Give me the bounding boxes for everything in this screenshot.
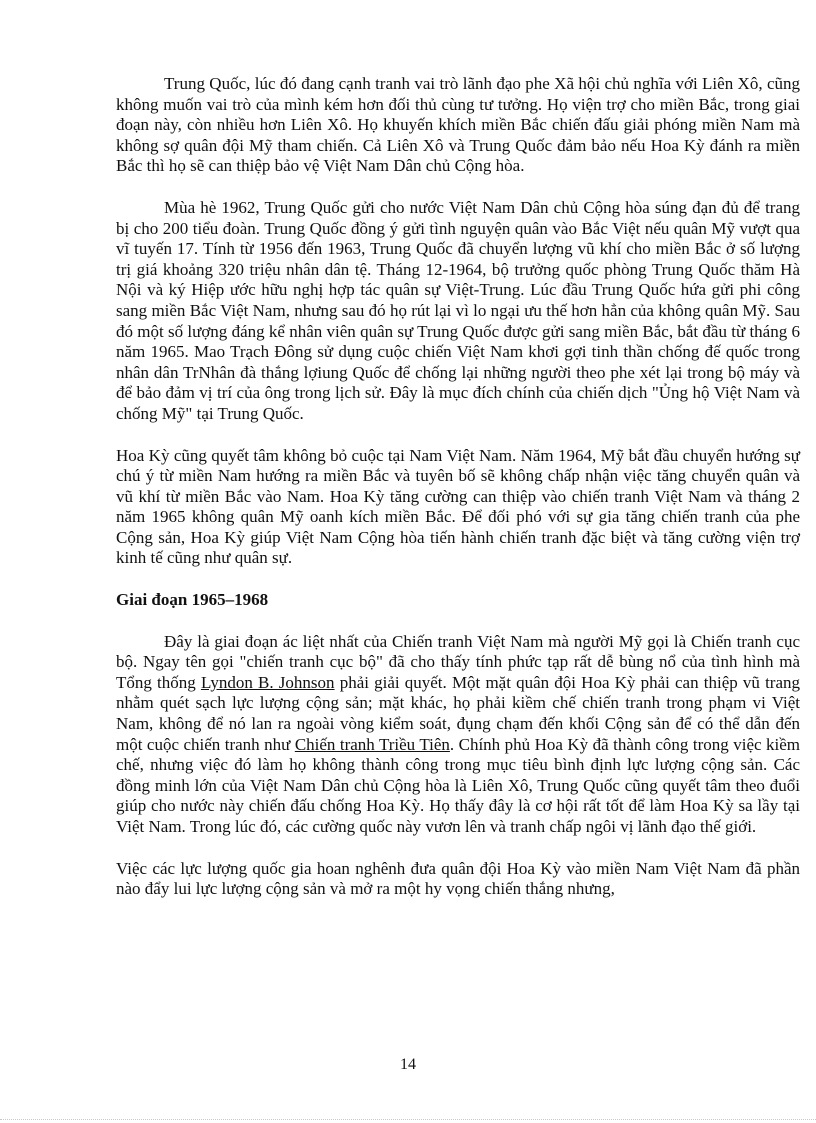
paragraph-local-war (116, 632, 800, 838)
page-bottom-divider (0, 1119, 816, 1120)
paragraph-local-war-part-1: Đây là giai đoạn ác liệt nhất của Chiến tranh Việt Nam mà người Mỹ gọi là Chiến tranh cục bộ. Ngay tên gọi "chiến tranh cục bộ" đã cho thấy tính phức tạp rất dễ bùng nổ của tình hình mà Tổng thống (116, 631, 800, 692)
paragraph-national-forces: Việc các lực lượng quốc gia hoan nghênh đưa quân đội Hoa Kỳ vào miền Nam Việt Nam đã phần nào đẩy lui lực lượng cộng sản và mở ra một hy vọng chiến thắng nhưng, (116, 858, 800, 899)
link-korean-war[interactable]: Chiến tranh Triều Tiên (294, 734, 450, 754)
section-heading: Giai đoạn 1965–1968 (116, 590, 269, 610)
paragraph-summer-1962: Mùa hè 1962, Trung Quốc gửi cho nước Việt Nam Dân chủ Cộng hòa súng đạn đủ để trang bị cho 200 tiểu đoàn. Trung Quốc đồng ý gửi tình nguyện quân vào Bắc Việt nếu quân Mỹ vượt qua vĩ tuyến 17. Tính từ 1956 đến 1963, Trung Quốc đã chuyển lượng vũ khí cho miền Bắc ở số lượng trị giá khoảng 320 triệu nhân dân tệ. Tháng 12-1964, bộ trưởng quốc phòng Trung Quốc thăm Hà Nội và ký Hiệp ước hữu nghị hợp tác quân sự Việt-Trung. Lúc đầu Trung Quốc hứa gửi phi công sang miền Bắc Việt Nam, nhưng sau đó họ rút lại vì lo ngại ưu thế hơn hẳn của không quân Mỹ. Sau đó một số lượng đáng kể nhân viên quân sự Trung Quốc được gửi sang miền Bắc, bắt đầu từ tháng 6 năm 1965. Mao Trạch Đông sử dụng cuộc chiến Việt Nam khơi gợi tinh thần chống đế quốc trong nhân dân TrNhân đà thắng lợiung Quốc để chống lại những người theo phe xét lại trong bộ máy và để bảo đảm vị trí của ông trong lịch sử. Đây là mục đích chính của chiến dịch "Ủng hộ Việt Nam và chống Mỹ" tại Trung Quốc. (116, 197, 800, 423)
page-number: 14 (400, 1056, 416, 1073)
paragraph-local-war-part-2: phải giải quyết. Một mặt quân đội Hoa Kỳ phải can thiệp vũ trang nhằm quét sạch lực lượng cộng sản; mặt khác, họ phải kiềm chế chiến tranh trong phạm vi Việt Nam, không để nó lan ra ngoài vòng kiểm soát, đụng chạm đến khối Cộng sản để có thể dẫn đến một cuộc chiến tranh như (116, 672, 801, 754)
paragraph-china-role: Trung Quốc, lúc đó đang cạnh tranh vai trò lãnh đạo phe Xã hội chủ nghĩa với Liên Xô, cũng không muốn vai trò của mình kém hơn đối thủ cùng tư tưởng. Họ viện trợ cho miền Bắc, trong giai đoạn này, còn nhiều hơn Liên Xô. Họ khuyến khích miền Bắc chiến đấu giải phóng miền Nam mà không sợ quân đội Mỹ tham chiến. Cả Liên Xô và Trung Quốc đảm bảo nếu Hoa Kỳ đánh ra miền Bắc thì họ sẽ can thiệp bảo vệ Việt Nam Dân chủ Cộng hòa. (116, 74, 800, 176)
document-page (116, 74, 800, 921)
link-lyndon-b-johnson[interactable]: Lyndon B. Johnson (200, 672, 335, 692)
paragraph-local-war-part-3: . Chính phủ Hoa Kỳ đã thành công trong việc kiềm chế, nhưng việc đó làm họ không thành công trong mục tiêu bình định lực lượng cộng sản. Các đồng minh lớn của Việt Nam Dân chủ Cộng hòa là Liên Xô, Trung Quốc cũng quyết tâm theo đuổi giúp cho nước này chiến đấu chống Hoa Kỳ. Họ thấy đây là cơ hội rất tốt để làm Hoa Kỳ sa lầy tại Việt Nam. Trong lúc đó, các cường quốc này vươn lên và tranh chấp ngôi vị lãnh đạo thế giới. (116, 734, 800, 836)
paragraph-us-determination: Hoa Kỳ cũng quyết tâm không bỏ cuộc tại Nam Việt Nam. Năm 1964, Mỹ bắt đầu chuyển hướng sự chú ý từ miền Nam hướng ra miền Bắc và tuyên bố sẽ không chấp nhận việc tăng chuyển quân và vũ khí từ miền Bắc vào Nam. Hoa Kỳ tăng cường can thiệp vào chiến tranh Việt Nam và tháng 2 năm 1965 không quân Mỹ oanh kích miền Bắc. Để đối phó với sự gia tăng chiến tranh của phe Cộng sản, Hoa Kỳ giúp Việt Nam Cộng hòa tiến hành chiến tranh đặc biệt và tăng cường viện trợ kinh tế cũng như quân sự. (116, 445, 800, 568)
